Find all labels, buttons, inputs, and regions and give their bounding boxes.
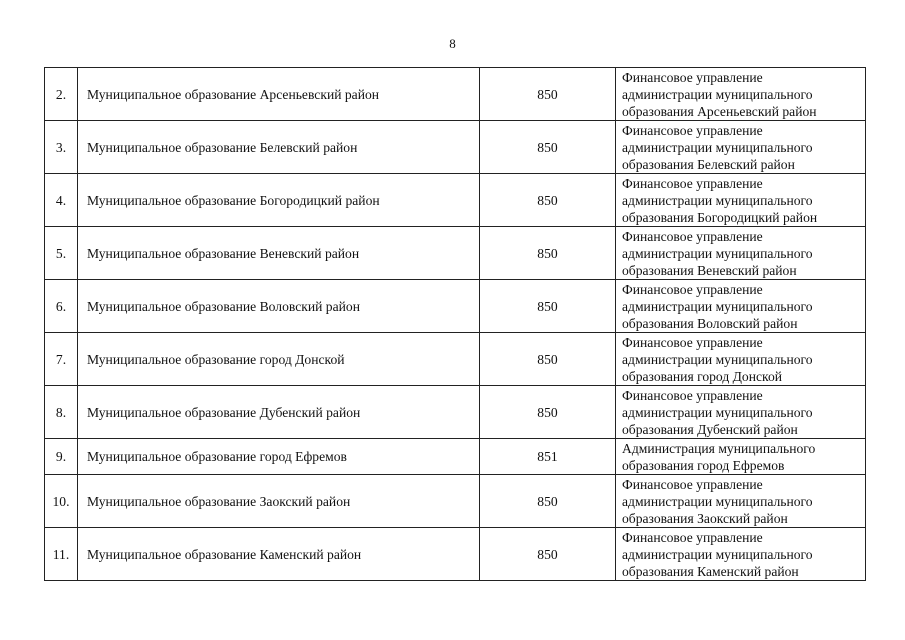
table-row: [45, 227, 866, 280]
row-number: 3.: [45, 121, 78, 174]
row-number: 4.: [45, 174, 78, 227]
row-number: 8.: [45, 386, 78, 439]
administrator-name: Финансовое управление администрации муниципального образования Белевский район: [616, 121, 866, 174]
table-row: [45, 68, 866, 121]
page-number: 8: [449, 36, 456, 51]
municipality-name: Муниципальное образование Белевский район: [78, 121, 480, 174]
municipality-name: Муниципальное образование Воловский район: [78, 280, 480, 333]
table-row: [45, 386, 866, 439]
row-number: 2.: [45, 68, 78, 121]
municipality-name: Муниципальное образование город Ефремов: [78, 439, 480, 475]
table-row: [45, 121, 866, 174]
administrator-name: Финансовое управление администрации муниципального образования Богородицкий район: [616, 174, 866, 227]
table-row: [45, 174, 866, 227]
budget-code: 850: [480, 121, 616, 174]
municipality-name: Муниципальное образование Дубенский район: [78, 386, 480, 439]
row-number: 9.: [45, 439, 78, 475]
row-number: 11.: [45, 528, 78, 581]
administrator-name: Финансовое управление администрации муниципального образования город Донской: [616, 333, 866, 386]
municipality-name: Муниципальное образование Веневский район: [78, 227, 480, 280]
municipality-name: Муниципальное образование Арсеньевский район: [78, 68, 480, 121]
administrator-name: Финансовое управление администрации муниципального образования Веневский район: [616, 227, 866, 280]
municipality-name: Муниципальное образование Заокский район: [78, 475, 480, 528]
row-number: 7.: [45, 333, 78, 386]
municipality-table: [44, 67, 866, 581]
row-number: 5.: [45, 227, 78, 280]
row-number: 6.: [45, 280, 78, 333]
budget-code: 850: [480, 280, 616, 333]
administrator-name: Финансовое управление администрации муниципального образования Дубенский район: [616, 386, 866, 439]
budget-code: 850: [480, 68, 616, 121]
budget-code: 851: [480, 439, 616, 475]
administrator-name: Финансовое управление администрации муниципального образования Каменский район: [616, 528, 866, 581]
budget-code: 850: [480, 386, 616, 439]
budget-code: 850: [480, 528, 616, 581]
table-row: [45, 528, 866, 581]
budget-code: 850: [480, 174, 616, 227]
administrator-name: Администрация муниципального образования город Ефремов: [616, 439, 866, 475]
budget-code: 850: [480, 475, 616, 528]
municipality-name: Муниципальное образование город Донской: [78, 333, 480, 386]
table-row: [45, 280, 866, 333]
budget-code: 850: [480, 333, 616, 386]
budget-code: 850: [480, 227, 616, 280]
row-number: 10.: [45, 475, 78, 528]
table-row: [45, 439, 866, 475]
table-row: [45, 333, 866, 386]
administrator-name: Финансовое управление администрации муниципального образования Арсеньевский район: [616, 68, 866, 121]
administrator-name: Финансовое управление администрации муниципального образования Заокский район: [616, 475, 866, 528]
table-row: [45, 475, 866, 528]
municipality-name: Муниципальное образование Каменский район: [78, 528, 480, 581]
administrator-name: Финансовое управление администрации муниципального образования Воловский район: [616, 280, 866, 333]
municipality-name: Муниципальное образование Богородицкий район: [78, 174, 480, 227]
